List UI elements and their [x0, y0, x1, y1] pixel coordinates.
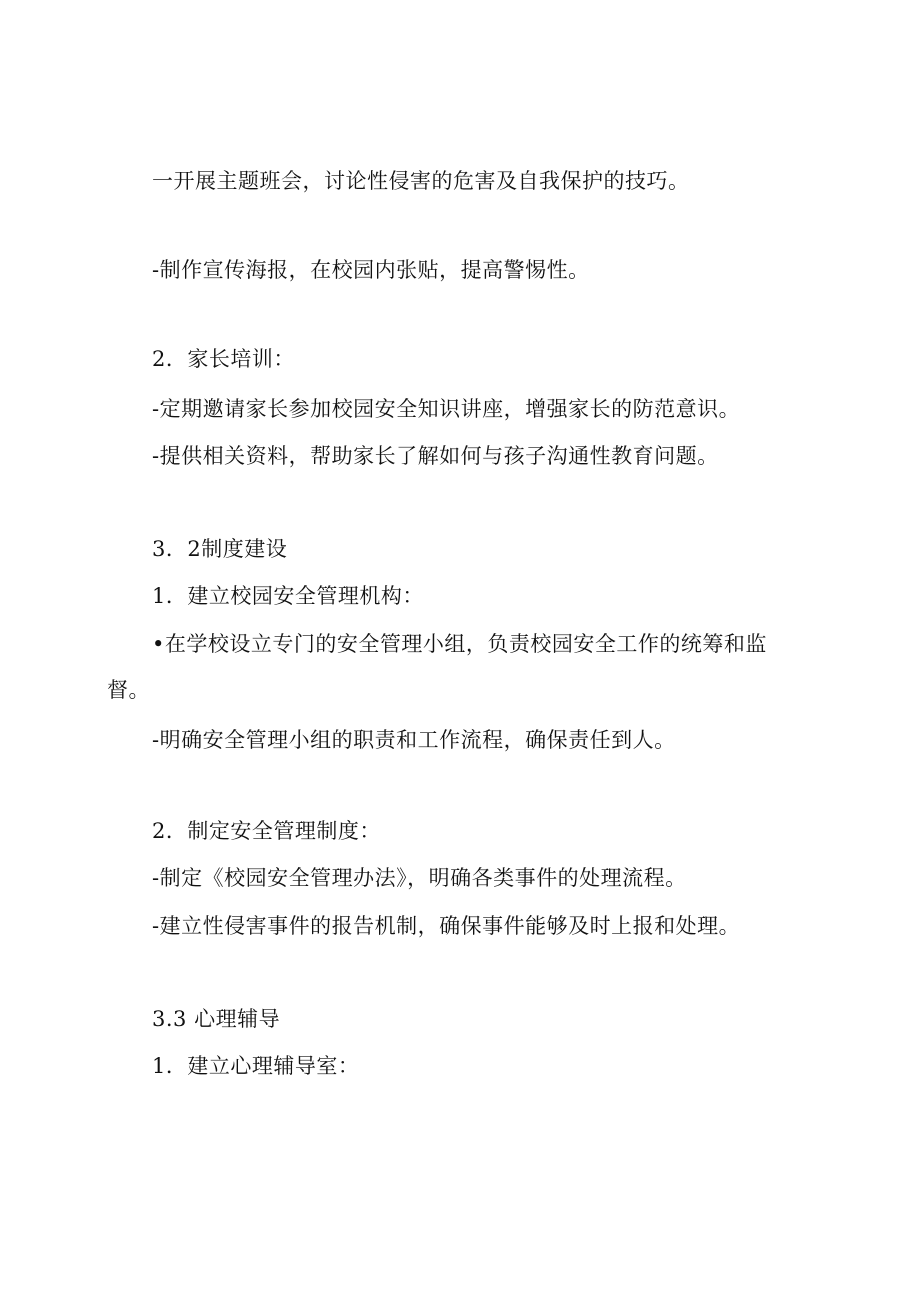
heading-parent-training: 2．家长培训：: [152, 347, 295, 371]
heading-safety-organization: 1．建立校园安全管理机构：: [152, 584, 424, 608]
text-line-theme-meeting: 一开展主题班会，讨论性侵害的危害及自我保护的技巧。: [152, 169, 690, 193]
text-line-safety-group-cont: 督。: [107, 678, 150, 702]
text-line-management-measures: -制定《校园安全管理办法》，明确各类事件的处理流程。: [152, 866, 687, 890]
text-line-poster: -制作宣传海报，在校园内张贴，提高警惕性。: [152, 258, 590, 282]
text-line-parent-lecture: -定期邀请家长参加校园安全知识讲座，增强家长的防范意识。: [152, 397, 741, 421]
text-line-responsibilities: -明确安全管理小组的职责和工作流程，确保责任到人。: [152, 728, 676, 752]
section-heading-system-building: 3．2制度建设: [152, 537, 288, 561]
heading-counseling-room: 1．建立心理辅导室：: [152, 1054, 360, 1078]
text-line-parent-materials: -提供相关资料，帮助家长了解如何与孩子沟通性教育问题。: [152, 444, 719, 468]
heading-safety-rules: 2．制定安全管理制度：: [152, 819, 381, 843]
section-heading-counseling: 3.3 心理辅导: [152, 1007, 281, 1031]
text-line-safety-group: •在学校设立专门的安全管理小组，负责校园安全工作的统筹和监: [152, 632, 767, 656]
text-line-reporting-mechanism: -建立性侵害事件的报告机制，确保事件能够及时上报和处理。: [152, 914, 741, 938]
